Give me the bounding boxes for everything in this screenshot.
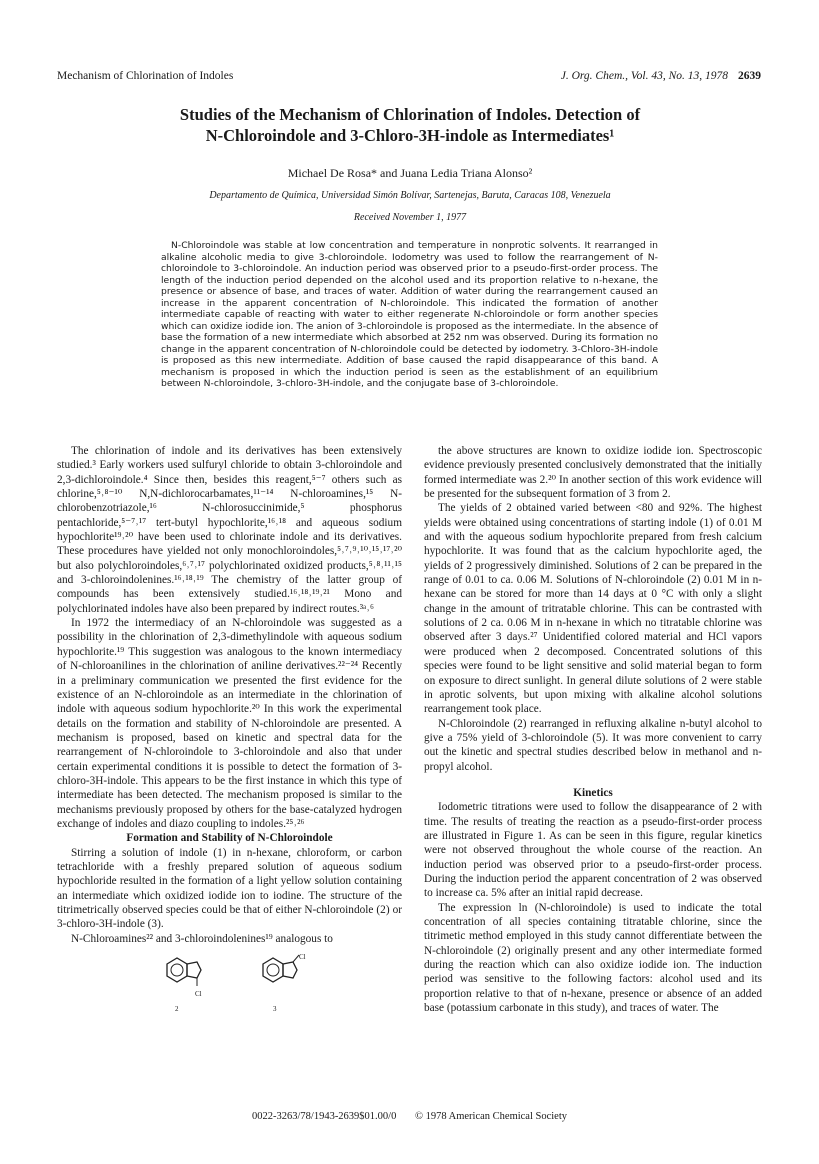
structure-3-drawing bbox=[255, 950, 315, 994]
affiliation: Departamento de Química, Universidad Simón Bolívar, Sartenejas, Baruta, Caracas 108, Venezuela bbox=[209, 190, 611, 201]
section-heading: Formation and Stability of N-Chloroindole bbox=[126, 832, 333, 845]
paragraph: The yields of 2 obtained varied between <80 and 92%. The highest yields were obtained using concentrations of starting indole (1) of 0.01 M and with the aqueous sodium hypochlorite prepared from fresh calcium hypochlorite. It was found that as the calcium hypochlorite aged, the yields of 2 progressively diminished. Solutions of 2 can be prepared in the range of 0.01 to ca. 0.06 M. Solutions of N-chloroindole (2) 0.01 M in n-hexane can be stored for more than 14 days at 0 °C with only a slight change in the amount of tritratable chlorine. This can be contrasted with solutions of 2 ca. 0.06 M in n-hexane in which no titratable chlorine was observed after 3 days.²⁷ Unidentified colored material and HCl vapors were produced when 2 decomposed. Concentrated solutions of this species were found to be light sensitive and solid material began to form on exposure to direct sunlight. In general dilute solutions of 2 were stable in aprotic solvents, but upon mixing with alkaline alcohol solutions rearrangement took place. bbox=[424, 502, 762, 716]
chemical-structures bbox=[57, 946, 402, 1014]
structure-3-cl: Cl bbox=[299, 953, 306, 962]
paragraph: N-Chloroindole (2) rearranged in refluxing alkaline n-butyl alcohol to give a 75% yield of 3-chloroindole (5). It was more convenient to carry out the kinetic and spectral studies described below in methanol and n-propyl alcohol. bbox=[424, 717, 762, 773]
structure-2-drawing bbox=[159, 950, 219, 994]
footer bbox=[0, 1111, 819, 1122]
abstract: N-Chloroindole was stable at low concentration and temperature in nonprotic solvents. It rearranged in alkaline alcoholic media to give 3-chloroindole. Iodometry was used to follow the rearrangement of N-chloroindole to 3-chloroindole. An induction period was observed prior to a pseudo-first-order process. The length of the induction period depended on the alcohol used and its proportion relative to n-hexane, the presence or absence of base, and traces of water. Addition of water during the rearrangement caused an increase in the apparent concentration of N-chloroindole. This indicated the formation of another intermediate capable of reacting with water to either regenerate N-chloroindole or form another species which can oxidize iodide ion. The anion of 3-chloroindole is proposed as the intermediate. In the absence of base the formation of a new intermediate which absorbed at 252 nm was observed. During its formation no change in the apparent concentration of N-chloroindole could be detected by iodometry. 3-Chloro-3H-indole is proposed as this new intermediate. Addition of base caused the rapid disappearance of this band. A mechanism is proposed in which the induction period is seen as the establishment of an equilibrium between N-chloroindole, 3-chloro-3H-indole, and the conjugate base of 3-chloroindole. bbox=[161, 240, 658, 389]
paragraph: the above structures are known to oxidize iodide ion. Spectroscopic evidence previously presented conclusively demonstrated that the initially formed intermediate was 2.²⁰ In another section of this work evidence will be presented for the subsequent formation of 3 from 2. bbox=[424, 445, 762, 501]
copyright: © 1978 American Chemical Society bbox=[414, 1111, 568, 1122]
journal-name: J. Org. Chem., Vol. 43, No. 13, 1978 bbox=[560, 70, 728, 82]
structure-2-number: 2 bbox=[175, 1005, 179, 1014]
title-line-2: N-Chloroindole and 3-Chloro-3H-indole as Intermediates¹ bbox=[205, 126, 615, 145]
authors: Michael De Rosa* and Juana Ledia Triana Alonso² bbox=[287, 166, 533, 180]
article-code: 0022-3263/78/1943-2639$01.00/0 bbox=[251, 1111, 397, 1122]
structure-2-cl: Cl bbox=[195, 990, 202, 999]
journal-citation bbox=[561, 70, 761, 82]
paragraph: In 1972 the intermediacy of an N-chloroindole was suggested as a possibility in the chlorination of 2,3-dimethylindole with aqueous sodium hypochlorite.¹⁹ This suggestion was analogous to the known intermediacy of N-chloroanilines in the chlorination of aniline derivatives.²²⁻²⁴ Recently in a preliminary communication we presented the first evidence for the existence of an N-chloroindole as an intermediate in the chlorination of indole with aqueous sodium hypochlorite.²⁰ In this work the experimental details on the formation and stability of N-chloroindole are presented. A mechanism is proposed, based on kinetic and spectral data for the rearrangement of N-chloroindole to 3-chloroindole and also that under certain experimental conditions it is possible to detect the formation of 3-chloro-3H-indole. This appears to be the first instance in which this type of intermediate has been detected. The mechanism proposed is similar to the mechanisms previously proposed by others for the base-catalyzed hydrogen exchange of indoles and diazo coupling to indoles.²⁵˒²⁶ bbox=[57, 617, 402, 830]
structure-3 bbox=[255, 950, 315, 1014]
page-number: 2639 bbox=[738, 70, 761, 82]
paragraph: Stirring a solution of indole (1) in n-hexane, chloroform, or carbon tetrachloride with a freshly prepared solution of aqueous sodium hypochloride resulted in the formation of a light yellow solution containing an intermediate which oxidized iodide ion to iodine. The structure of the titrimetrically observed species could be that of either N-chloroindole (2) or 3-chloro-3H-indole (3). bbox=[57, 846, 402, 931]
paragraph: N-Chloroamines²² and 3-chloroindolenines¹⁹ analogous to bbox=[71, 932, 333, 945]
running-title: Mechanism of Chlorination of Indoles bbox=[57, 70, 234, 82]
paragraph: Iodometric titrations were used to follow the disappearance of 2 with time. The results of treating the reaction as a pseudo-first-order process are illustrated in Figure 1. As can be seen in this figure, regular kinetics were not observed throughout the whole course of the reaction. An induction period was observed prior to a pseudo-first-order process. During the induction period the apparent concentration of 2 was observed to increase ca. 5% after an initial rapid decrease. bbox=[424, 801, 762, 900]
left-column bbox=[57, 444, 402, 1014]
right-column bbox=[424, 444, 762, 1015]
article-title bbox=[60, 104, 760, 146]
received-date: Received November 1, 1977 bbox=[353, 212, 467, 223]
structure-3-number: 3 bbox=[273, 1005, 277, 1014]
paragraph: The chlorination of indole and its derivatives has been extensively studied.³ Early workers used sulfuryl chloride to obtain 3-chloroindole and 2,3-dichloroindole.⁴ Since then, besides this reagent,⁵⁻⁷ others such as chlorine,⁵˒⁸⁻¹⁰ N,N-dichlorocarbamates,¹¹⁻¹⁴ N-chloroamines,¹⁵ N-chlorobenzotriazole,¹⁶ N-chlorosuccinimide,⁵ phosphorus pentachloride,⁵⁻⁷˒¹⁷ tert-butyl hypochlorite,¹⁶˒¹⁸ and aqueous sodium hypochlorite¹⁹˒²⁰ have been used to chlorinate indole and its derivatives. These procedures have yielded not only monochloroindoles,⁵˒⁷˒⁹˒¹⁰˒¹⁵˒¹⁷˒²⁰ but also polychloroindoles,⁶˒⁷˒¹⁷ polychlorinated oxidized products,⁵˒⁸˒¹¹˒¹⁵ and 3-chloroindolenines.¹⁶˒¹⁸˒¹⁹ The chemistry of the latter group of compounds has been extensively studied.¹⁶˒¹⁸˒¹⁹˒²¹ Mono and polychlorinated indoles have also been prepared by indirect routes.³ᵃ˒⁶ bbox=[57, 445, 402, 615]
title-line-1: Studies of the Mechanism of Chlorination of Indoles. Detection of bbox=[179, 105, 641, 124]
structure-2 bbox=[159, 950, 219, 1014]
section-heading: Kinetics bbox=[573, 786, 613, 799]
paragraph: The expression ln (N-chloroindole) is used to indicate the total concentration of all species containing titratable chlorine, since the titrimetic method employed in this study cannot differentiate between the N-chloroindole (2) originally present and any other intermediate formed during the reaction which can also oxidize iodide ion. The induction period was sensitive to the following factors: alcohol used and its proportion relative to that of n-hexane, presence or absence of an added base (potassium carbonate in this study), and traces of water. The bbox=[424, 901, 762, 1015]
